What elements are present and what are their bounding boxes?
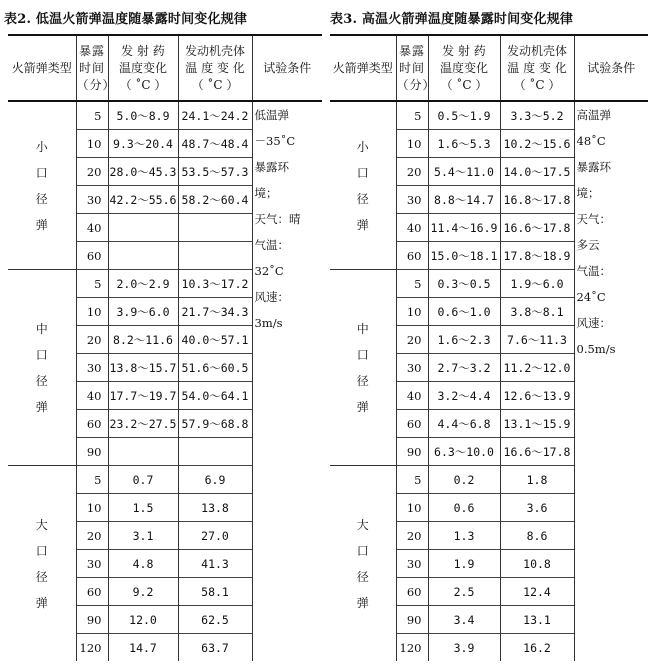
cell-engine: 11.2～12.0	[500, 354, 574, 382]
cell-propellant: 28.0～45.3	[108, 158, 178, 186]
condition-line: 气温：	[576, 264, 611, 278]
group-label-char: 口	[35, 543, 48, 558]
group-label-char: 口	[356, 165, 369, 180]
cell-propellant: 5.4～11.0	[428, 158, 500, 186]
cell-engine: 10.8	[500, 550, 574, 578]
cell-time: 30	[396, 186, 428, 214]
cell-propellant: 4.4～6.8	[428, 410, 500, 438]
header-cond: 试验条件	[252, 35, 322, 101]
header-engine-line: 发动机壳体	[184, 43, 245, 58]
cell-time: 20	[76, 158, 108, 186]
cell-propellant: 0.3～0.5	[428, 270, 500, 298]
cell-time: 10	[76, 494, 108, 522]
cell-engine: 1.9～6.0	[500, 270, 574, 298]
cell-propellant: 3.1	[108, 522, 178, 550]
header-propellant-line: 温度变化	[439, 60, 488, 75]
cell-propellant: 23.2～27.5	[108, 410, 178, 438]
cell-engine: 10.2～15.6	[500, 130, 574, 158]
cell-engine: 58.1	[178, 578, 252, 606]
cell-propellant	[108, 242, 178, 270]
cell-propellant: 1.3	[428, 522, 500, 550]
header-propellant-line: 发 射 药	[442, 43, 486, 58]
condition-line: 24˚C	[576, 290, 606, 304]
group-label-char: 弹	[356, 217, 369, 232]
cell-propellant: 2.7～3.2	[428, 354, 500, 382]
header-propellant	[108, 35, 178, 101]
cell-propellant: 15.0～18.1	[428, 242, 500, 270]
cell-time: 5	[76, 270, 108, 298]
cell-propellant: 3.9	[428, 634, 500, 662]
table2	[8, 34, 322, 661]
header-propellant-line: 发 射 药	[121, 43, 165, 58]
cell-propellant: 6.3～10.0	[428, 438, 500, 466]
cell-engine: 13.1	[500, 606, 574, 634]
cell-time: 30	[76, 550, 108, 578]
condition-line: 0.5m/s	[576, 342, 616, 356]
condition-line: 暴露环	[254, 160, 289, 174]
cell-propellant: 8.8～14.7	[428, 186, 500, 214]
cell-time: 10	[396, 130, 428, 158]
group-label	[8, 101, 76, 270]
cell-propellant: 0.6	[428, 494, 500, 522]
condition-line: －35˚C	[254, 134, 296, 148]
header-time-line: 时间	[398, 60, 425, 75]
cell-time: 60	[76, 242, 108, 270]
cell-propellant: 0.5～1.9	[428, 101, 500, 130]
header-type: 火箭弹类型	[8, 35, 76, 101]
cell-engine: 16.2	[500, 634, 574, 662]
condition-line: 风速：	[576, 316, 611, 330]
header-time-line: 暴露	[78, 43, 105, 58]
cell-propellant: 1.6～2.3	[428, 326, 500, 354]
cell-time: 5	[76, 101, 108, 130]
cell-propellant: 5.0～8.9	[108, 101, 178, 130]
cell-engine	[178, 214, 252, 242]
group-label	[330, 101, 396, 270]
header-propellant-line: （ ˚C ）	[440, 77, 488, 92]
group-label-char: 弹	[35, 217, 48, 232]
condition-line: 境；	[576, 186, 600, 200]
cell-engine: 16.6～17.8	[500, 438, 574, 466]
cell-engine: 48.7～48.4	[178, 130, 252, 158]
group-label-char: 大	[356, 517, 369, 532]
group-label-char: 口	[35, 165, 48, 180]
cell-propellant	[108, 438, 178, 466]
cell-engine: 53.5～57.3	[178, 158, 252, 186]
condition-line: 3m/s	[254, 316, 283, 330]
header-time	[396, 35, 436, 101]
header-type: 火箭弹类型	[330, 35, 396, 101]
condition-line: 暴露环	[576, 160, 611, 174]
cell-propellant: 1.9	[428, 550, 500, 578]
cell-propellant: 12.0	[108, 606, 178, 634]
header-time-line: 时间	[78, 60, 105, 75]
header-propellant	[428, 35, 500, 101]
cell-propellant: 4.8	[108, 550, 178, 578]
cell-propellant: 14.7	[108, 634, 178, 662]
table-row	[8, 101, 322, 130]
cell-engine: 21.7～34.3	[178, 298, 252, 326]
cell-time: 20	[76, 522, 108, 550]
cell-time: 60	[76, 410, 108, 438]
cell-time: 10	[396, 494, 428, 522]
table2-title: 表2. 低温火箭弹温度随暴露时间变化规律	[4, 12, 248, 27]
group-label-char: 径	[356, 373, 369, 388]
cell-engine: 14.0～17.5	[500, 158, 574, 186]
cell-engine: 12.4	[500, 578, 574, 606]
header-time-line: （分）	[396, 77, 436, 92]
cell-propellant: 3.2～4.4	[428, 382, 500, 410]
cell-time: 90	[396, 438, 428, 466]
condition-line: 气温：	[254, 238, 289, 252]
cell-engine	[178, 438, 252, 466]
cell-engine: 3.3～5.2	[500, 101, 574, 130]
cell-time: 20	[396, 522, 428, 550]
group-label-char: 口	[35, 347, 48, 362]
condition-line: 风速：	[254, 290, 289, 304]
cell-engine: 6.9	[178, 466, 252, 494]
cell-engine: 54.0～64.1	[178, 382, 252, 410]
condition-line: 天气：晴	[254, 212, 301, 226]
cell-engine: 57.9～68.8	[178, 410, 252, 438]
cell-time: 40	[76, 382, 108, 410]
group-label-char: 径	[356, 569, 369, 584]
condition-line: 天气：	[576, 212, 611, 226]
cell-engine: 17.8～18.9	[500, 242, 574, 270]
cell-time: 5	[396, 466, 428, 494]
cell-propellant: 42.2～55.6	[108, 186, 178, 214]
header-time	[76, 35, 116, 101]
cell-engine: 8.6	[500, 522, 574, 550]
cell-propellant: 0.6～1.0	[428, 298, 500, 326]
cell-time: 30	[396, 550, 428, 578]
table3-title: 表3. 高温火箭弹温度随暴露时间变化规律	[330, 12, 574, 27]
cell-propellant: 1.5	[108, 494, 178, 522]
header-engine-line: （ ˚C ）	[513, 77, 561, 92]
table-row	[330, 101, 648, 130]
cell-propellant: 0.2	[428, 466, 500, 494]
cell-engine: 13.1～15.9	[500, 410, 574, 438]
cell-time: 10	[76, 298, 108, 326]
cell-engine: 16.6～17.8	[500, 214, 574, 242]
test-conditions	[574, 101, 648, 661]
cell-time: 90	[396, 606, 428, 634]
cell-engine: 10.3～17.2	[178, 270, 252, 298]
cell-engine: 3.6	[500, 494, 574, 522]
cell-propellant: 8.2～11.6	[108, 326, 178, 354]
cell-time: 120	[396, 634, 428, 662]
header-time-line: 暴露	[398, 43, 425, 58]
cell-engine: 24.1～24.2	[178, 101, 252, 130]
group-label-char: 小	[356, 139, 369, 154]
cell-engine: 16.8～17.8	[500, 186, 574, 214]
cell-propellant: 3.4	[428, 606, 500, 634]
cell-propellant: 11.4～16.9	[428, 214, 500, 242]
group-label	[8, 270, 76, 466]
cell-propellant: 0.7	[108, 466, 178, 494]
condition-line: 低温弹	[254, 108, 289, 122]
cell-time: 60	[76, 578, 108, 606]
cell-engine: 41.3	[178, 550, 252, 578]
cell-propellant	[108, 214, 178, 242]
cell-time: 60	[396, 410, 428, 438]
cell-time: 90	[76, 438, 108, 466]
condition-line: 境；	[254, 186, 278, 200]
cell-time: 40	[76, 214, 108, 242]
group-label	[330, 270, 396, 466]
cell-time: 120	[76, 634, 108, 662]
group-label-char: 弹	[356, 399, 369, 414]
header-cond: 试验条件	[574, 35, 648, 101]
cell-engine: 62.5	[178, 606, 252, 634]
condition-line: 48˚C	[576, 134, 606, 148]
header-time-line: （分）	[76, 77, 116, 92]
group-label-char: 小	[35, 139, 48, 154]
condition-line: 多云	[576, 238, 600, 252]
group-label	[8, 466, 76, 662]
group-label-char: 口	[356, 347, 369, 362]
cell-propellant: 1.6～5.3	[428, 130, 500, 158]
cell-propellant: 17.7～19.7	[108, 382, 178, 410]
cell-time: 20	[396, 326, 428, 354]
header-engine-line: 温 度 变 化	[507, 60, 567, 75]
cell-time: 40	[396, 382, 428, 410]
group-label-char: 弹	[35, 595, 48, 610]
cell-time: 60	[396, 578, 428, 606]
cell-propellant: 9.2	[108, 578, 178, 606]
header-engine-line: 温 度 变 化	[185, 60, 245, 75]
cell-engine: 63.7	[178, 634, 252, 662]
cell-engine: 27.0	[178, 522, 252, 550]
condition-line: 32˚C	[254, 264, 284, 278]
group-label-char: 径	[356, 191, 369, 206]
group-label-char: 径	[35, 373, 48, 388]
cell-time: 5	[396, 101, 428, 130]
cell-time: 20	[76, 326, 108, 354]
header-row	[8, 35, 322, 101]
group-label-char: 径	[35, 191, 48, 206]
cell-time: 60	[396, 242, 428, 270]
cell-engine: 13.8	[178, 494, 252, 522]
cell-time: 30	[76, 186, 108, 214]
cell-time: 5	[396, 270, 428, 298]
cell-engine: 40.0～57.1	[178, 326, 252, 354]
cell-propellant: 2.0～2.9	[108, 270, 178, 298]
table3	[330, 34, 648, 661]
cell-propellant: 13.8～15.7	[108, 354, 178, 382]
header-engine	[178, 35, 252, 101]
cell-engine: 58.2～60.4	[178, 186, 252, 214]
cell-time: 20	[396, 158, 428, 186]
cell-engine: 7.6～11.3	[500, 326, 574, 354]
test-conditions	[252, 101, 322, 661]
cell-time: 5	[76, 466, 108, 494]
cell-time: 30	[76, 354, 108, 382]
group-label-char: 径	[35, 569, 48, 584]
cell-engine: 51.6～60.5	[178, 354, 252, 382]
cell-time: 10	[76, 130, 108, 158]
condition-line: 高温弹	[576, 108, 611, 122]
cell-propellant: 3.9～6.0	[108, 298, 178, 326]
header-engine-line: （ ˚C ）	[191, 77, 239, 92]
cell-engine: 3.8～8.1	[500, 298, 574, 326]
group-label-char: 弹	[356, 595, 369, 610]
header-propellant-line: （ ˚C ）	[119, 77, 167, 92]
group-label-char: 口	[356, 543, 369, 558]
cell-propellant: 2.5	[428, 578, 500, 606]
group-label-char: 大	[35, 517, 48, 532]
header-propellant-line: 温度变化	[118, 60, 167, 75]
cell-engine	[178, 242, 252, 270]
header-engine-line: 发动机壳体	[506, 43, 567, 58]
header-row	[330, 35, 648, 101]
cell-time: 10	[396, 298, 428, 326]
cell-time: 40	[396, 214, 428, 242]
group-label	[330, 466, 396, 662]
group-label-char: 弹	[35, 399, 48, 414]
cell-time: 90	[76, 606, 108, 634]
cell-propellant: 9.3～20.4	[108, 130, 178, 158]
group-label-char: 中	[356, 321, 369, 336]
cell-engine: 1.8	[500, 466, 574, 494]
header-engine	[500, 35, 574, 101]
cell-engine: 12.6～13.9	[500, 382, 574, 410]
group-label-char: 中	[35, 321, 48, 336]
cell-time: 30	[396, 354, 428, 382]
